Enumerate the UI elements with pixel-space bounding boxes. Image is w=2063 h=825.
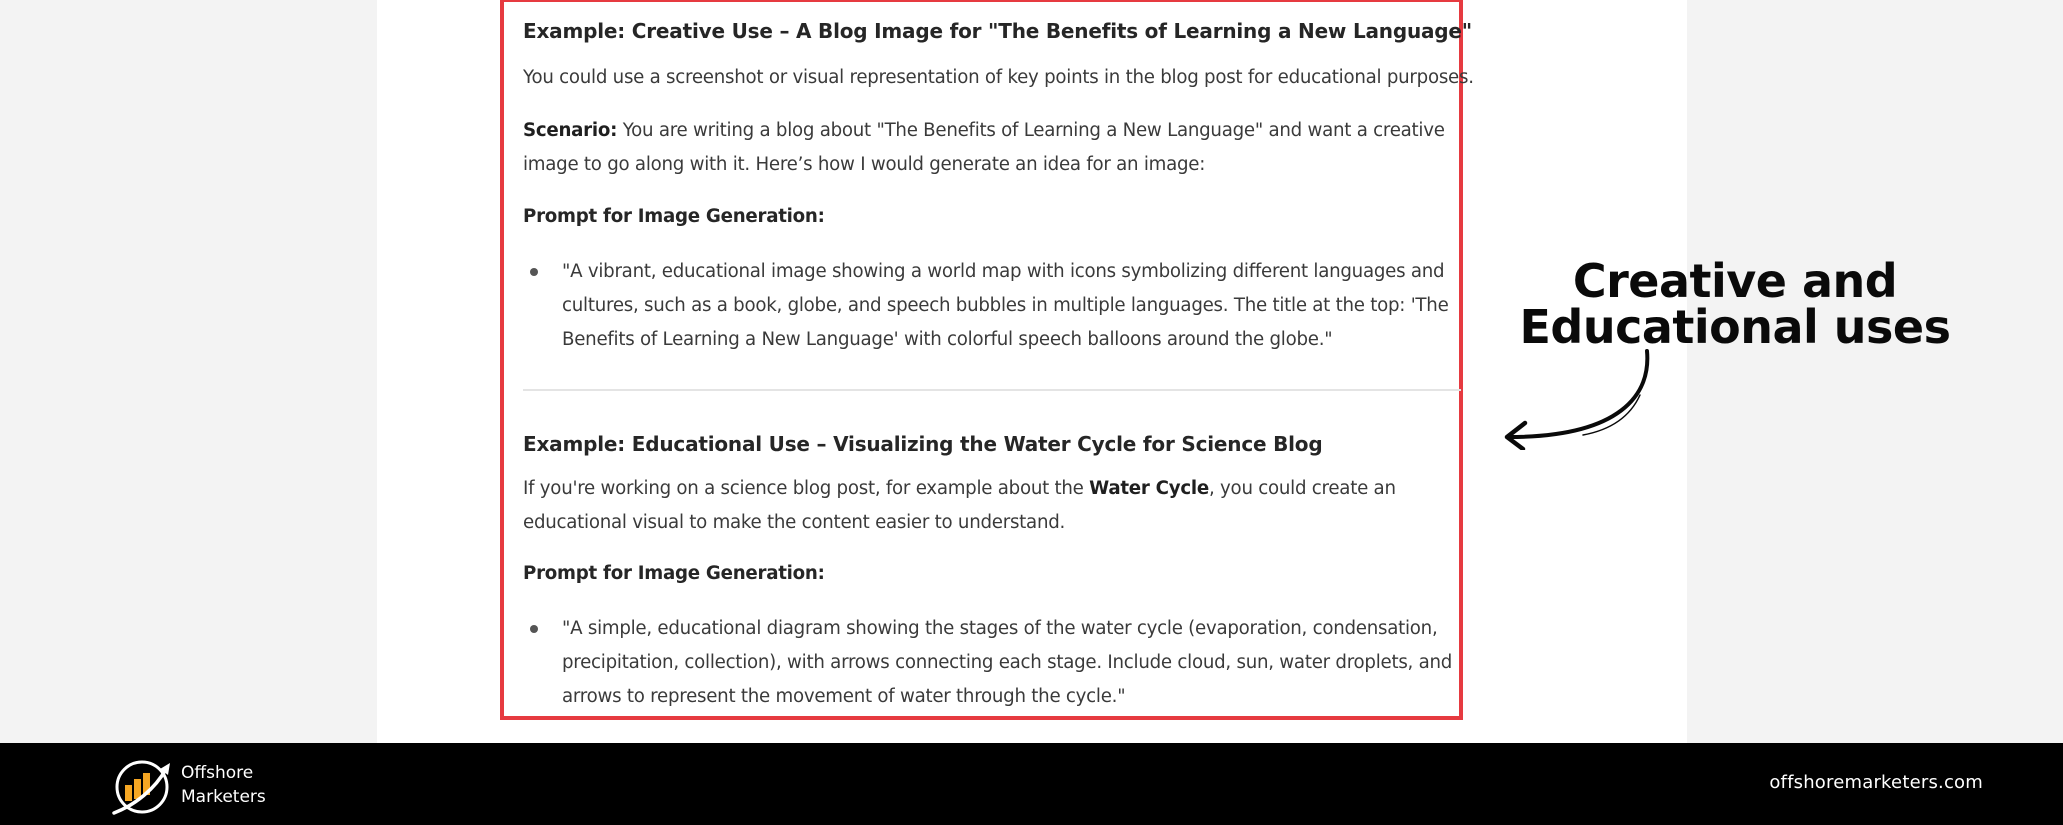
- prompt-text-creative-line2: cultures, such as a book, globe, and speech bubbles in multiple languages. The title at the top: 'The: [562, 295, 1449, 316]
- prompt-text-creative-line1: "A vibrant, educational image showing a world map with icons symbolizing different languages and: [562, 261, 1445, 282]
- prompt-text-educational-line3: arrows to represent the movement of water through the cycle.": [562, 686, 1126, 707]
- prompt-text-creative-line3: Benefits of Learning a New Language' with colorful speech balloons around the globe.": [562, 329, 1333, 350]
- scenario-text: You are writing a blog about "The Benefits of Learning a New Language" and want a creative: [617, 120, 1445, 141]
- curved-arrow-icon: [1495, 345, 1665, 450]
- bar-chart-growth-logo-icon: [110, 757, 176, 817]
- scenario-paragraph-line2: image to go along with it. Here’s how I would generate an idea for an image:: [523, 154, 1206, 175]
- intro-text-pre: If you're working on a science blog post, for example about the: [523, 478, 1090, 499]
- footer-bar: [0, 743, 2063, 825]
- website-link[interactable]: offshoremarketers.com: [1769, 772, 1983, 793]
- brand-line1: Offshore: [181, 763, 254, 783]
- prompt-label-creative: Prompt for Image Generation:: [523, 206, 825, 227]
- section-intro-educational-line1: [523, 472, 1396, 506]
- prompt-text-educational-line2: precipitation, collection), with arrows connecting each stage. Include cloud, sun, water droplets, and: [562, 652, 1453, 673]
- section-heading-educational: Example: Educational Use – Visualizing the Water Cycle for Science Blog: [523, 432, 1323, 456]
- section-intro-creative: You could use a screenshot or visual representation of key points in the blog post for educational purposes.: [523, 67, 1474, 88]
- prompt-label-educational: Prompt for Image Generation:: [523, 563, 825, 584]
- highlighted-content-box: [500, 0, 1474, 720]
- scenario-label: Scenario:: [523, 120, 618, 141]
- callout-title: [1500, 254, 1970, 354]
- intro-text-post: , you could create an: [1208, 478, 1396, 499]
- section-divider: [523, 389, 1461, 391]
- intro-text-bold: Water Cycle: [1089, 478, 1209, 499]
- bullet-icon: [530, 268, 538, 276]
- prompt-text-educational-line1: "A simple, educational diagram showing the stages of the water cycle (evaporation, condensation,: [562, 618, 1438, 639]
- brand-name: [181, 761, 266, 809]
- brand-line2: Marketers: [181, 787, 266, 807]
- section-intro-educational-line2: educational visual to make the content easier to understand.: [523, 512, 1066, 533]
- bullet-icon: [530, 625, 538, 633]
- section-heading-creative: Example: Creative Use – A Blog Image for "The Benefits of Learning a New Language": [523, 19, 1473, 43]
- callout-line2: Educational uses: [1519, 300, 1951, 354]
- scenario-paragraph-line1: [523, 114, 1445, 148]
- callout-line1: Creative and: [1572, 254, 1898, 308]
